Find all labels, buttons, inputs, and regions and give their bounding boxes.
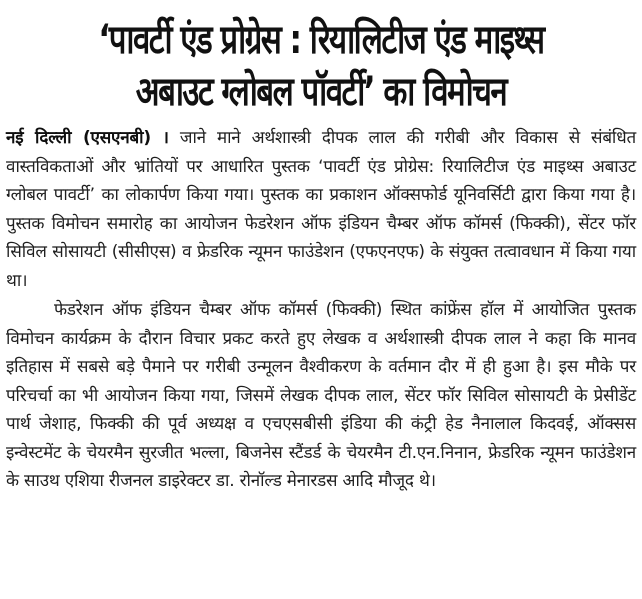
- headline: [75, 14, 566, 118]
- headline-line-1: ‘पावर्टी एंड प्रोग्रेस : रियालिटीज एंड माइथ्स: [98, 17, 544, 63]
- paragraph-1-text: जाने माने अर्थशास्त्री दीपक लाल की गरीबी और विकास से संबंधित वास्तविकताओं और भ्रांतियों पर आधारित पुस्तक ‘पावर्टी एंड प्रोग्रेस: रियालिटीज एंड माइथ्स अबाउट ग्लोबल पावर्टी’ का लोकार्पण किया गया। पुस्तक का प्रकाशन ऑक्सफोर्ड यूनिवर्सिटी द्वारा किया गया है। पुस्तक विमोचन समारोह का आयोजन फेडरेशन ऑफ इंडियन चैम्बर ऑफ कॉमर्स (फिक्की), सेंटर फॉर सिविल सोसायटी (सीसीएस) व फ्रेडरिक न्यूमन फाउंडेशन (एफएनएफ) के संयुक्त तत्वावधान में किया गया था।: [6, 128, 636, 291]
- paragraph-2: फेडरेशन ऑफ इंडियन चैम्बर ऑफ कॉमर्स (फिक्की) स्थित कांफ्रेंस हॉल में आयोजित पुस्तक विमोचन कार्यक्रम के दौरान विचार प्रकट करते हुए लेखक व अर्थशास्त्री दीपक लाल ने कहा कि मानव इतिहास में सबसे बड़े पैमाने पर गरीबी उन्मूलन वैश्वीकरण के वर्तमान दौर में ही हुआ है। इस मौके पर परिचर्चा का भी आयोजन किया गया, जिसमें लेखक दीपक लाल, सेंटर फॉर सिविल सोसायटी के प्रेसीडेंट पार्थ जेशाह, फिक्की की पूर्व अध्यक्ष व एचएसबीसी इंडिया की कंट्री हेड नैनालाल किदवई, ऑक्सस इन्वेस्टमेंट के चेयरमैन सुरजीत भल्ला, बिजनेस स्टैंडर्ड के चेयरमैन टी.एन.निनान, फ्रेडरिक न्यूमन फाउंडेशन के साउथ एशिया रीजनल डाइरेक्टर डा. रोनॉल्ड मेनारडस आदि मौजूद थे।: [6, 300, 636, 491]
- headline-line-2: अबाउट ग्लोबल पॉवर्टी’ का विमोचन: [135, 69, 507, 115]
- paragraph-1: [6, 124, 636, 295]
- article-body: [6, 124, 636, 496]
- dateline: नई दिल्ली (एसएनबी) ।: [6, 128, 169, 148]
